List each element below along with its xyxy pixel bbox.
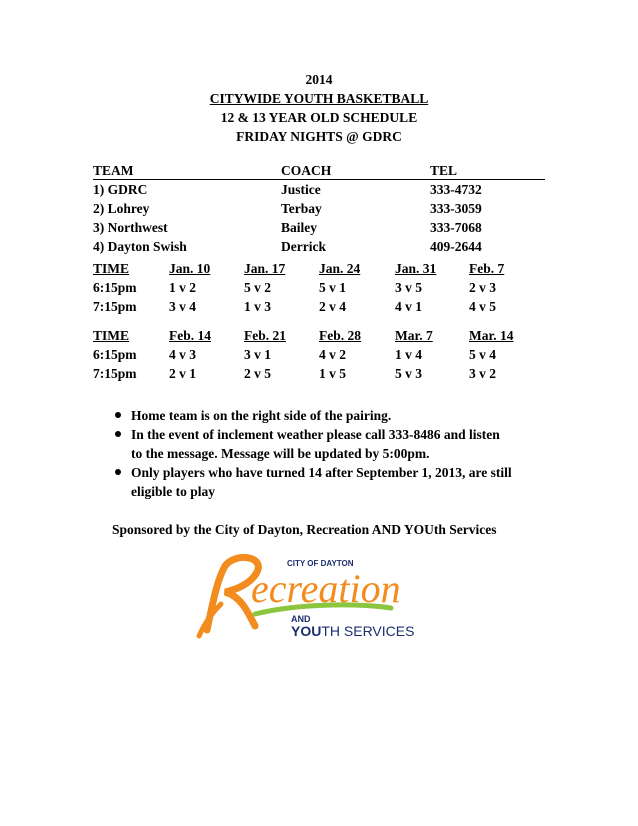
- sponsor-line: Sponsored by the City of Dayton, Recreation AND YOUth Services: [112, 522, 497, 537]
- teams-table: [93, 161, 545, 256]
- matchup: 2 v 1: [169, 366, 196, 381]
- bullet-icon: [115, 412, 121, 418]
- table-row: [93, 345, 545, 364]
- matchup: 4 v 1: [395, 299, 422, 314]
- bullet-icon: [115, 431, 121, 437]
- matchup: 5 v 3: [395, 366, 422, 381]
- matchup: 4 v 3: [169, 347, 196, 362]
- matchup: 1 v 2: [169, 280, 196, 295]
- tel-number: 409-2644: [430, 239, 482, 254]
- time-header: TIME: [93, 328, 130, 343]
- matchup: 4 v 5: [469, 299, 496, 314]
- date-header: Mar. 14: [469, 328, 514, 343]
- schedule-table-february: [93, 326, 545, 383]
- logo-sub-text: [291, 623, 414, 639]
- logo-sub-and: AND: [291, 614, 311, 624]
- bullet-icon: [115, 469, 121, 475]
- notes-list: [115, 406, 555, 501]
- matchup: 1 v 4: [395, 347, 422, 362]
- schedule-header-row: [93, 259, 545, 278]
- table-row: [93, 364, 545, 383]
- date-header: Jan. 10: [169, 261, 211, 276]
- team-column-header: TEAM: [93, 163, 134, 178]
- list-item: [115, 463, 555, 501]
- coach-name: Bailey: [281, 220, 317, 235]
- teams-header-row: [93, 161, 545, 180]
- game-time: 7:15pm: [93, 299, 137, 314]
- table-row: [93, 278, 545, 297]
- time-header: TIME: [93, 261, 130, 276]
- header-year: 2014: [305, 72, 333, 87]
- matchup: 1 v 3: [244, 299, 271, 314]
- tel-column-header: TEL: [430, 163, 458, 178]
- table-row: [93, 218, 545, 237]
- tel-number: 333-3059: [430, 201, 482, 216]
- note-line: Home team is on the right side of the pairing.: [131, 408, 392, 423]
- game-time: 7:15pm: [93, 366, 137, 381]
- tel-number: 333-7068: [430, 220, 482, 235]
- team-name: 4) Dayton Swish: [93, 239, 187, 254]
- table-row: [93, 180, 545, 199]
- matchup: 5 v 2: [244, 280, 271, 295]
- schedule-header-row: [93, 326, 545, 345]
- coach-name: Derrick: [281, 239, 326, 254]
- coach-name: Terbay: [281, 201, 322, 216]
- matchup: 2 v 4: [319, 299, 346, 314]
- matchup: 1 v 5: [319, 366, 346, 381]
- recreation-logo: [195, 552, 445, 642]
- logo-sub-rest: TH SERVICES: [321, 623, 415, 639]
- matchup: 4 v 2: [319, 347, 346, 362]
- matchup: 3 v 1: [244, 347, 271, 362]
- team-name: 2) Lohrey: [93, 201, 150, 216]
- table-row: [93, 199, 545, 218]
- date-header: Jan. 31: [395, 261, 437, 276]
- date-header: Mar. 7: [395, 328, 433, 343]
- date-header: Feb. 14: [169, 328, 211, 343]
- game-time: 6:15pm: [93, 347, 137, 362]
- note-line: In the event of inclement weather please call 333-8486 and listen: [131, 427, 500, 442]
- date-header: Feb. 21: [244, 328, 286, 343]
- game-time: 6:15pm: [93, 280, 137, 295]
- matchup: 3 v 5: [395, 280, 422, 295]
- logo-top-text: CITY OF DAYTON: [287, 559, 354, 568]
- date-header: Feb. 7: [469, 261, 505, 276]
- matchup: 3 v 2: [469, 366, 496, 381]
- header-title: CITYWIDE YOUTH BASKETBALL: [209, 91, 429, 106]
- matchup: 3 v 4: [169, 299, 196, 314]
- matchup: 5 v 1: [319, 280, 346, 295]
- matchup: 2 v 5: [244, 366, 271, 381]
- date-header: Jan. 17: [244, 261, 286, 276]
- coach-name: Justice: [281, 182, 321, 197]
- logo-main-text: ecreation: [251, 566, 401, 611]
- schedule-header: [0, 70, 638, 146]
- note-line: eligible to play: [131, 484, 215, 499]
- table-row: [93, 237, 545, 256]
- date-header: Feb. 28: [319, 328, 361, 343]
- schedule-table-january: [93, 259, 545, 316]
- tel-number: 333-4732: [430, 182, 482, 197]
- logo-sub-you: YOU: [291, 623, 322, 639]
- coach-column-header: COACH: [281, 163, 332, 178]
- date-header: Jan. 24: [319, 261, 361, 276]
- team-name: 3) Northwest: [93, 220, 168, 235]
- header-location: FRIDAY NIGHTS @ GDRC: [236, 129, 402, 144]
- list-item: [115, 425, 555, 463]
- matchup: 5 v 4: [469, 347, 496, 362]
- header-subtitle: 12 & 13 YEAR OLD SCHEDULE: [220, 110, 418, 125]
- matchup: 2 v 3: [469, 280, 496, 295]
- table-row: [93, 297, 545, 316]
- team-name: 1) GDRC: [93, 182, 148, 197]
- note-line: to the message. Message will be updated by 5:00pm.: [131, 446, 430, 461]
- note-line: Only players who have turned 14 after September 1, 2013, are still: [131, 465, 512, 480]
- list-item: [115, 406, 555, 425]
